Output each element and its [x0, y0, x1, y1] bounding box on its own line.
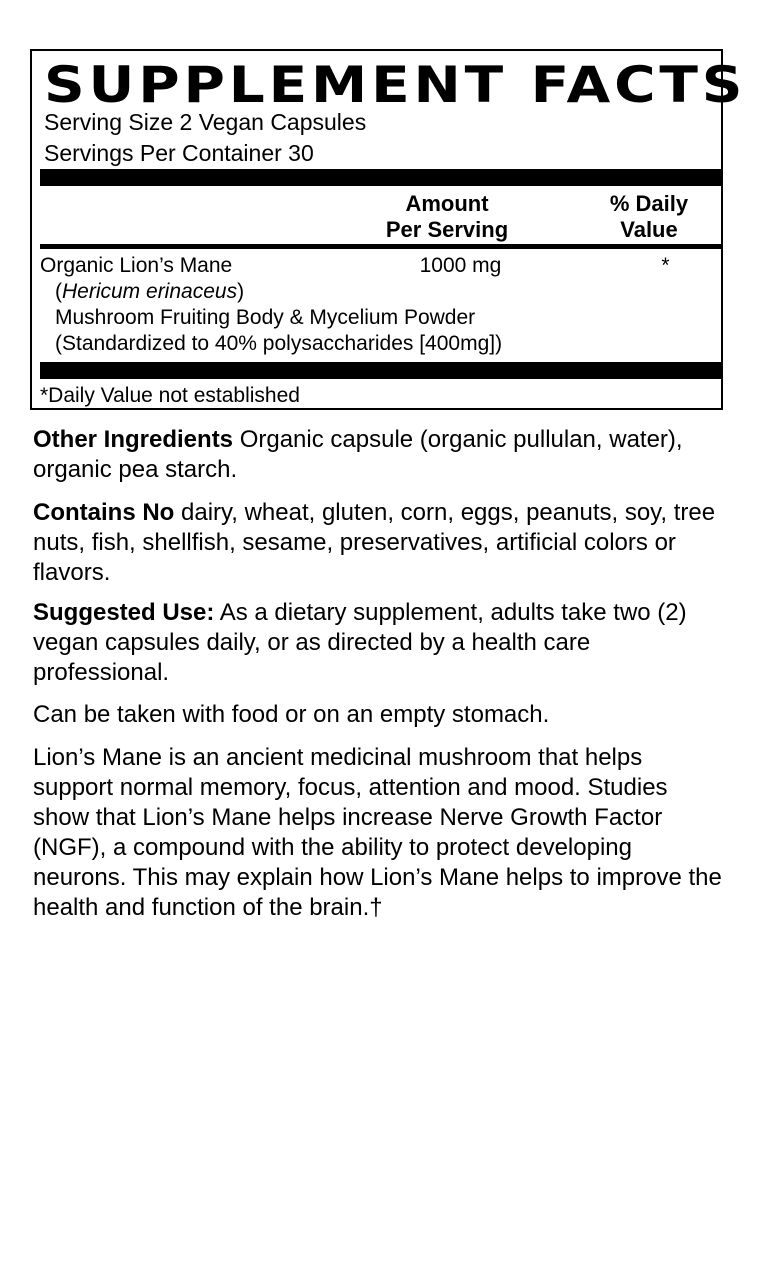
serving-size: Serving Size 2 Vegan Capsules	[44, 109, 367, 135]
other-ingredients	[33, 425, 728, 485]
daily-value-header	[582, 191, 716, 243]
servings-per-container: Servings Per Container 30	[44, 140, 314, 166]
supplement-facts-panel	[30, 49, 747, 410]
other-ingredients-label: Other Ingredients	[33, 426, 234, 453]
amount-header-line2: Per Serving	[385, 217, 509, 242]
ingredient-amount: 1000 mg	[419, 254, 502, 277]
other-ingredients-text: Organic capsule (organic pullulan, water), organic pea starch.	[33, 426, 683, 483]
amount-header-line1: Amount	[405, 191, 489, 216]
suggested-use-text: As a dietary supplement, adults take two (2) vegan capsules daily, or as directed by a health care professional.	[33, 599, 687, 686]
top-thick-divider	[40, 169, 721, 186]
food-note: Can be taken with food or on an empty stomach.	[33, 701, 550, 728]
amount-per-serving-header	[358, 191, 536, 243]
suggested-use-label: Suggested Use:	[33, 599, 215, 626]
panel-title: SUPPLEMENT FACTS	[44, 56, 747, 114]
contains-no-statement	[33, 498, 728, 588]
suggested-use	[33, 598, 728, 688]
contains-no-label: Contains No	[33, 499, 175, 526]
daily-value-footnote: *Daily Value not established	[40, 384, 300, 407]
ingredient-standardization: (Standardized to 40% polysaccharides [400mg])	[55, 332, 503, 355]
product-description: Lion’s Mane is an ancient medicinal mushroom that helps support normal memory, focus, attention and mood. Studies show that Lion’s Mane helps increase Nerve Growth Factor (NGF), a compound with the ability to protect developing neurons. This may explain how Lion’s Mane helps to improve the health and function of the brain.†	[33, 744, 722, 921]
ingredient-name: Organic Lion’s Mane	[40, 254, 233, 277]
dv-header-line1: % Daily	[609, 191, 689, 216]
header-divider	[40, 244, 721, 249]
bottom-thick-divider	[40, 362, 721, 379]
dv-header-line2: Value	[620, 217, 678, 242]
contains-no-text: dairy, wheat, gluten, corn, eggs, peanuts, soy, tree nuts, fish, shellfish, sesame, preservatives, artificial colors or flavors.	[33, 499, 716, 586]
ingredient-daily-value: *	[661, 254, 670, 277]
ingredient-latin-name: (Hericum erinaceus)	[55, 280, 245, 303]
ingredient-form: Mushroom Fruiting Body & Mycelium Powder	[55, 306, 476, 329]
